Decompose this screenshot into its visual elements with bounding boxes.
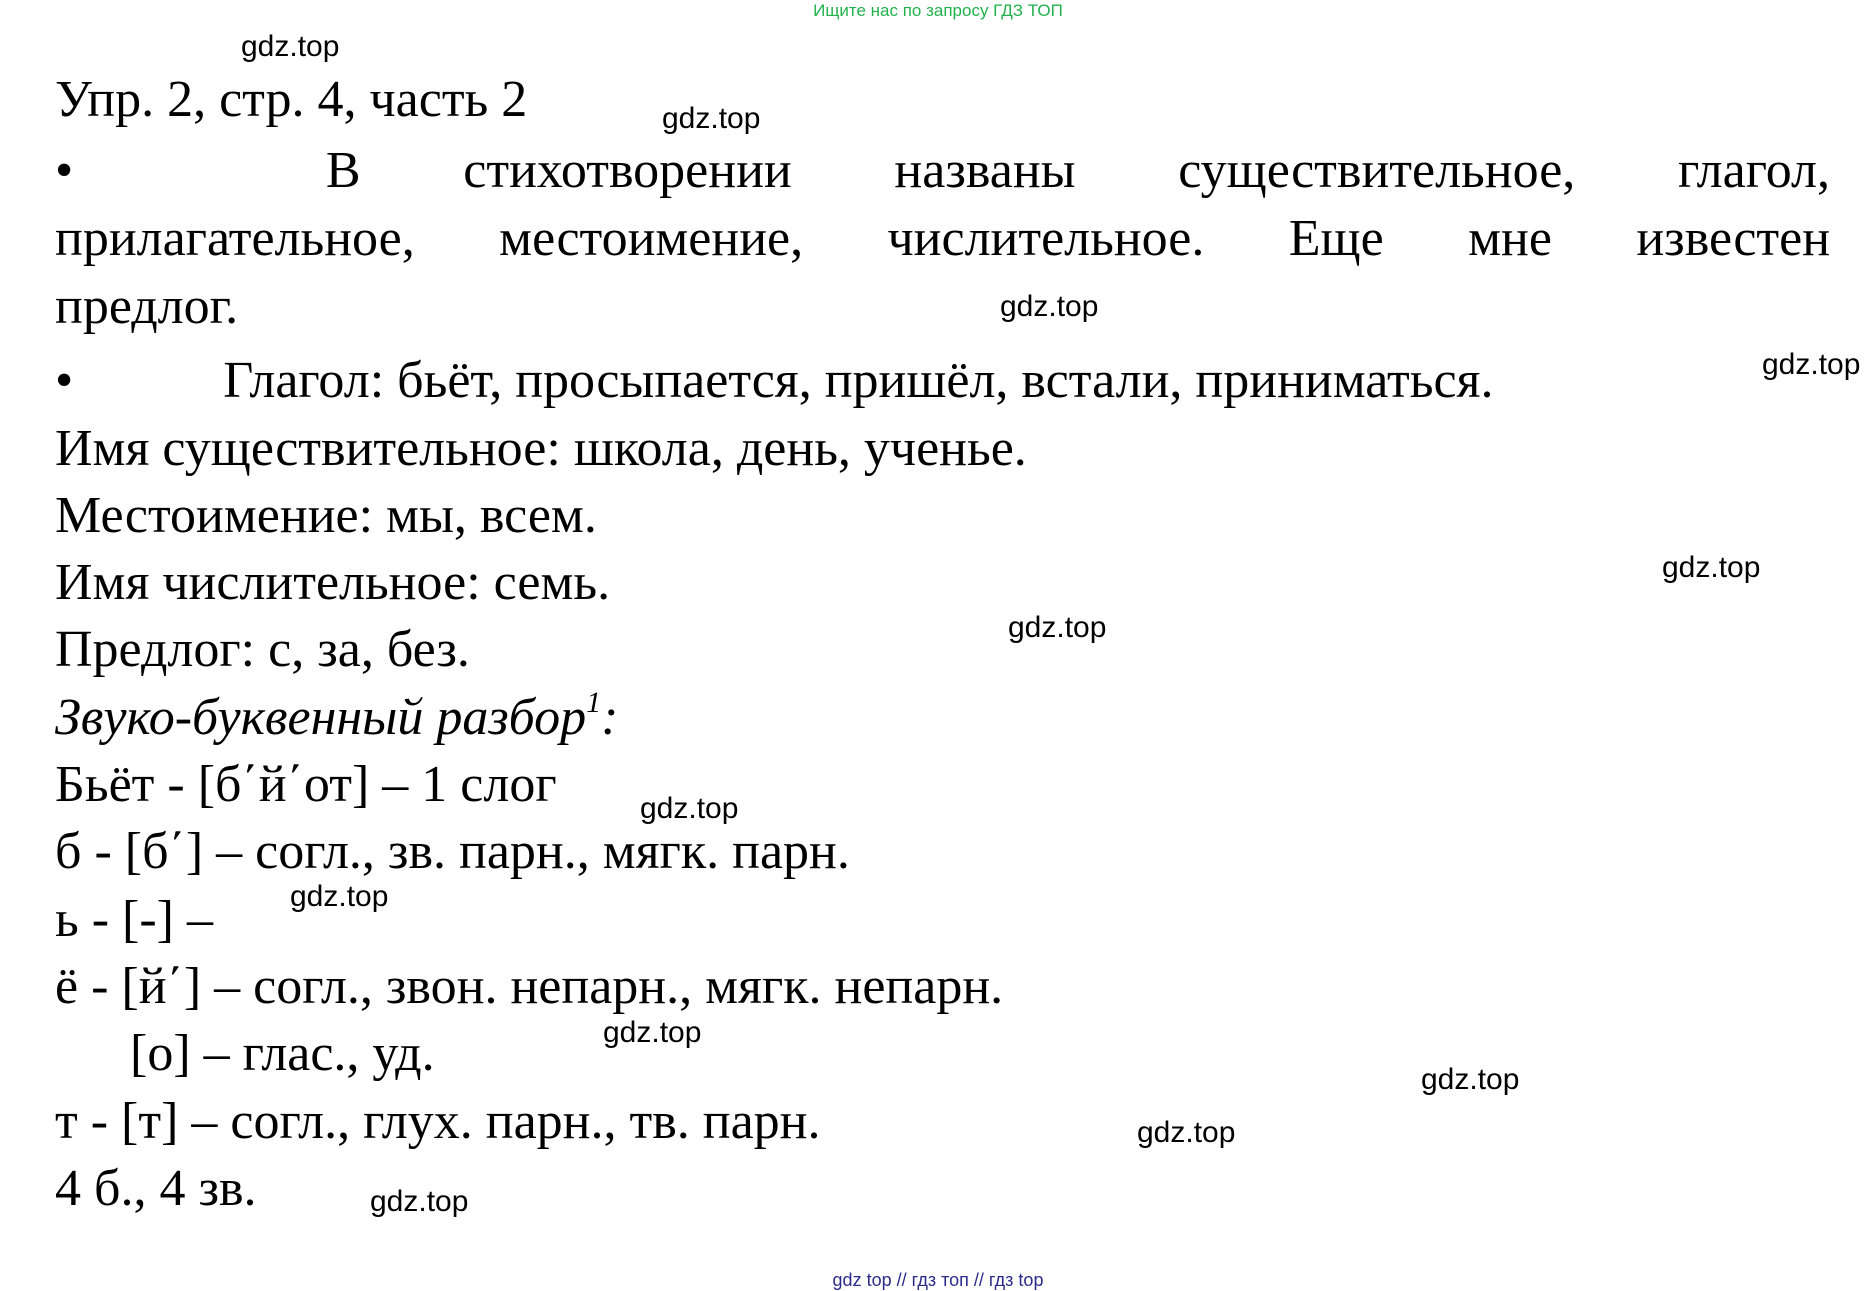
analysis-heading <box>55 686 619 746</box>
bullet: • <box>55 352 74 409</box>
verbs-line: Глагол: бьёт, просыпается, пришёл, встали, приниматься. <box>223 352 1494 409</box>
sound-soft-sign: ь - [-] – <box>55 891 213 948</box>
watermark: gdz.top <box>290 880 389 913</box>
word: прилагательное, <box>55 210 415 267</box>
watermark: gdz.top <box>1421 1063 1520 1096</box>
noun-line: Имя существительное: школа, день, ученье. <box>55 420 1027 477</box>
word: числительное. <box>887 210 1205 267</box>
footnote-mark: 1 <box>586 686 602 719</box>
para2-line1 <box>55 352 1494 409</box>
pronoun-line: Местоимение: мы, всем. <box>55 487 597 544</box>
watermark: gdz.top <box>370 1185 469 1218</box>
top-banner: Ищите нас по запросу ГДЗ ТОП <box>813 1 1063 20</box>
exercise-title: Упр. 2, стр. 4, часть 2 <box>55 71 528 128</box>
para1-line3: предлог. <box>55 278 239 335</box>
watermark: gdz.top <box>1662 551 1761 584</box>
preposition-line: Предлог: с, за, без. <box>55 621 470 678</box>
sound-b: б - [б΄] – согл., зв. парн., мягк. парн. <box>55 823 850 880</box>
watermark: gdz.top <box>603 1016 702 1049</box>
heading-colon: : <box>601 689 619 746</box>
analysis-heading-text: Звуко-буквенный разбор <box>55 689 587 746</box>
word-transcription: Бьёт - [б΄й΄от] – 1 слог <box>55 756 557 813</box>
watermark: gdz.top <box>640 792 739 825</box>
word: глагол, <box>1677 142 1830 199</box>
sound-yo: ё - [й΄] – согл., звон. непарн., мягк. непарн. <box>55 958 1004 1015</box>
watermark: gdz.top <box>241 30 340 63</box>
word: местоимение, <box>499 210 804 267</box>
sound-o: [о] – глас., уд. <box>130 1025 435 1082</box>
word: В <box>325 142 361 199</box>
para1-line2 <box>55 210 1831 267</box>
word: известен <box>1636 210 1831 267</box>
word: существительное, <box>1178 142 1576 199</box>
word: стихотворении <box>463 142 792 199</box>
para1-line1 <box>55 142 1830 199</box>
watermark: gdz.top <box>1000 290 1099 323</box>
word: Еще <box>1288 210 1384 267</box>
watermark: gdz.top <box>1008 611 1107 644</box>
watermark: gdz.top <box>1762 348 1861 381</box>
watermark: gdz.top <box>1137 1116 1236 1149</box>
word: мне <box>1468 210 1552 267</box>
numeral-line: Имя числительное: семь. <box>55 554 611 611</box>
summary-line: 4 б., 4 зв. <box>55 1160 257 1217</box>
watermark: gdz.top <box>662 102 761 135</box>
bullet: • <box>55 142 74 199</box>
sound-t: т - [т] – согл., глух. парн., тв. парн. <box>55 1093 821 1150</box>
word: названы <box>894 142 1076 199</box>
footer-watermark: gdz top // гдз топ // гдз top <box>832 1270 1044 1290</box>
